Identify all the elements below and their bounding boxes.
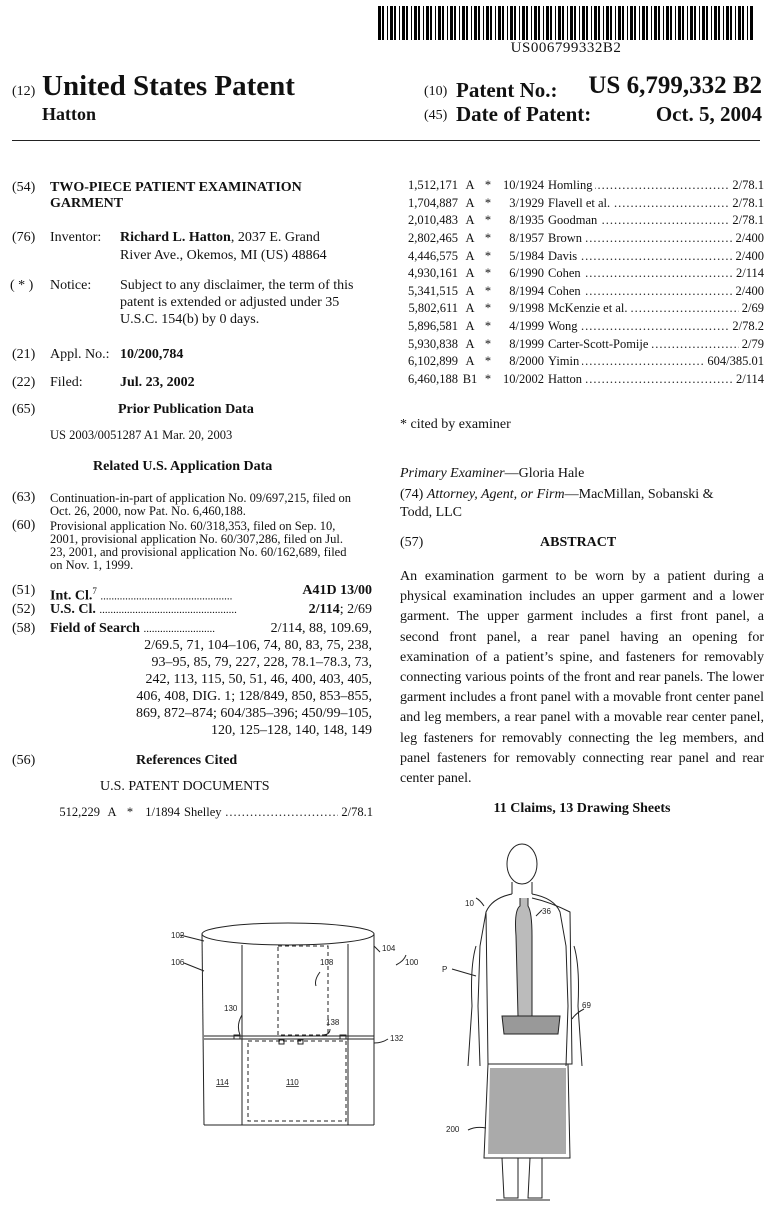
reference-kind: A <box>465 354 475 369</box>
us-cl-value: 2/114; 2/69 <box>308 602 372 617</box>
continuation-line-2: Oct. 26, 2000, now Pat. No. 6,460,188. <box>50 504 246 518</box>
reference-number: 5,896,581 <box>408 319 458 334</box>
reference-kind: A <box>465 301 475 316</box>
filed-date: Jul. 23, 2002 <box>120 375 195 390</box>
reference-name: Carter-Scott-Pomije <box>548 337 651 351</box>
attorney-line-1: (74) Attorney, Agent, or Firm—MacMillan, Sobanski & <box>400 487 714 502</box>
reference-kind: A <box>465 336 475 351</box>
label-P: P <box>442 965 448 974</box>
inventor-label: Inventor: <box>50 230 102 245</box>
cited-by-examiner-note: * cited by examiner <box>400 417 511 432</box>
title-line-2: GARMENT <box>50 196 124 211</box>
inventor-line-2: River Ave., Okemos, MI (US) 48864 <box>120 248 327 263</box>
reference-class: 2/400 <box>735 248 764 263</box>
reference-number: 6,460,188 <box>408 371 458 386</box>
reference-name: Yimin <box>548 354 582 368</box>
reference-cited-mark: * <box>484 266 492 281</box>
label-102: 102 <box>171 931 185 940</box>
code-54: (54) <box>12 180 36 195</box>
code-12: (12) <box>12 84 36 99</box>
reference-class: 2/78.2 <box>732 319 764 334</box>
field-of-search-line-7: 120, 125–128, 140, 148, 149 <box>211 723 372 738</box>
label-100: 100 <box>405 958 419 967</box>
us-cl-line: U.S. Cl. .................................................. <box>50 602 237 617</box>
reference-class: 2/114 <box>735 266 764 281</box>
notice-line-2: patent is extended or adjusted under 35 <box>120 295 340 310</box>
reference-name: Homling <box>548 178 595 192</box>
label-132: 132 <box>390 1034 404 1043</box>
reference-class: 2/69 <box>741 301 764 316</box>
reference-date: 8/1935 <box>509 213 544 228</box>
code-65: (65) <box>12 402 36 417</box>
notice-label: Notice: <box>50 278 92 293</box>
title-line-1: TWO-PIECE PATIENT EXAMINATION <box>50 180 302 195</box>
reference-number: 1,512,171 <box>408 178 458 193</box>
code-76: (76) <box>12 230 36 245</box>
reference-kind: A <box>465 283 475 298</box>
code-notice: ( * ) <box>10 278 34 293</box>
garment-top-rim <box>202 923 374 945</box>
reference-name: Cohen <box>548 266 584 280</box>
provisional-line-3: 23, 2001, and provisional application No. 60/162,689, filed <box>50 545 347 559</box>
field-of-search-line-6: 869, 872–874; 604/385–396; 450/99–105, <box>135 706 372 721</box>
reference-cited-mark: * <box>484 319 492 334</box>
reference-row <box>398 177 764 195</box>
code-57: (57) <box>400 535 424 550</box>
reference-number: 6,102,899 <box>408 354 458 369</box>
reference-cited-mark: * <box>484 248 492 263</box>
reference-name: Cohen <box>548 284 584 298</box>
reference-cited-mark: * <box>484 213 492 228</box>
reference-class: 2/114 <box>735 371 764 386</box>
code-22: (22) <box>12 375 36 390</box>
code-58: (58) <box>12 621 36 636</box>
reference-number: 5,930,838 <box>408 336 458 351</box>
reference-kind: B1 <box>462 371 478 386</box>
primary-examiner: Primary Examiner—Gloria Hale <box>400 466 585 481</box>
reference-kind: A <box>465 248 475 263</box>
reference-row <box>398 335 764 353</box>
reference-row <box>398 371 764 389</box>
reference-cited-mark: * <box>484 301 492 316</box>
reference-row <box>398 318 764 336</box>
us-patent-documents-heading: U.S. PATENT DOCUMENTS <box>100 779 270 794</box>
reference-name: McKenzie et al. <box>548 301 630 315</box>
reference-row-first: 512,229 A * 1/1894 Shelley ..... 2/78.1 <box>48 805 373 819</box>
label-110: 110 <box>286 1078 299 1087</box>
reference-cited-mark: * <box>484 178 492 193</box>
provisional-line-2: 2001, provisional application No. 60/307,286, filed on Jul. <box>50 532 344 546</box>
reference-date: 8/1957 <box>509 231 544 246</box>
related-application-heading: Related U.S. Application Data <box>93 459 273 474</box>
reference-row <box>398 247 764 265</box>
field-of-search-line-3: 93–95, 85, 79, 227, 228, 78.1–78.3, 73, <box>151 655 372 670</box>
patent-number-label: Patent No.: <box>456 78 558 102</box>
reference-class: 2/78.1 <box>732 178 764 193</box>
reference-class: 2/400 <box>735 231 764 246</box>
attorney-line-2: Todd, LLC <box>400 505 463 520</box>
reference-number: 5,802,611 <box>408 301 458 316</box>
reference-date: 6/1990 <box>509 266 544 281</box>
label-10: 10 <box>465 899 474 908</box>
provisional-line-1: Provisional application No. 60/318,353, filed on Sep. 10, <box>50 519 336 533</box>
field-of-search-line-4: 242, 113, 115, 50, 51, 46, 400, 403, 405, <box>145 672 372 687</box>
header-rule <box>12 140 760 141</box>
continuation-line-1: Continuation-in-part of application No. 09/697,215, filed on <box>50 491 351 505</box>
reference-row <box>398 212 764 230</box>
reference-cited-mark: * <box>484 371 492 386</box>
head-outline <box>507 844 537 884</box>
provisional-line-4: on Nov. 1, 1999. <box>50 558 134 572</box>
reference-date: 8/1999 <box>509 336 544 351</box>
document-type: United States Patent <box>42 70 295 102</box>
date-of-patent-label: Date of Patent: <box>456 102 592 126</box>
reference-class: 2/78.1 <box>732 213 764 228</box>
filed-label: Filed: <box>50 375 83 390</box>
reference-row <box>398 195 764 213</box>
reference-date: 8/1994 <box>509 283 544 298</box>
prior-publication: US 2003/0051287 A1 Mar. 20, 2003 <box>50 428 233 442</box>
barcode <box>378 6 754 40</box>
notice-line-3: U.S.C. 154(b) by 0 days. <box>120 312 260 327</box>
int-cl-value: A41D 13/00 <box>302 583 372 598</box>
code-51: (51) <box>12 583 36 598</box>
reference-number: 4,930,161 <box>408 266 458 281</box>
label-106: 106 <box>171 958 185 967</box>
reference-number: 1,704,887 <box>408 195 458 210</box>
notice-line-1: Subject to any disclaimer, the term of this <box>120 278 354 293</box>
abstract-heading: ABSTRACT <box>540 535 617 550</box>
reference-date: 5/1984 <box>509 248 544 263</box>
reference-kind: A <box>465 266 475 281</box>
label-104: 104 <box>382 944 396 953</box>
reference-kind: A <box>465 213 475 228</box>
code-52: (52) <box>12 602 36 617</box>
claims-line: 11 Claims, 13 Drawing Sheets <box>493 801 671 816</box>
reference-cited-mark: * <box>484 195 492 210</box>
reference-class: 2/400 <box>735 283 764 298</box>
reference-date: 4/1999 <box>509 319 544 334</box>
references-table <box>398 177 764 388</box>
label-200: 200 <box>446 1125 460 1134</box>
label-108: 108 <box>320 958 334 967</box>
label-69: 69 <box>582 1001 591 1010</box>
abstract-text: An examination garment to be worn by a patient during a physical examination includes an upper garment and a lower garment. The upper garment includes a first front panel, a second front panel, a rear panel having an opening for examination of a patient’s spine, and fasteners for removably connecting various points of the front and rear panels. The lower garment includes a front panel with a movable front center panel and leg members, a rear panel with a movable rear center panel, leg fasteners for removably connecting the leg members, and panel fasteners for removably connecting rear panel and rear center panel. <box>400 569 764 787</box>
reference-number: 2,802,465 <box>408 231 458 246</box>
reference-name: Hatton <box>548 372 585 386</box>
barcode-number: US006799332B2 <box>510 40 622 56</box>
reference-number: 2,010,483 <box>408 213 458 228</box>
patent-number: US 6,799,332 B2 <box>588 72 762 99</box>
date-of-patent: Oct. 5, 2004 <box>655 102 762 126</box>
label-36: 36 <box>542 907 551 916</box>
code-10: (10) <box>424 84 448 99</box>
label-130: 130 <box>224 1004 238 1013</box>
inventor-line-1: Richard L. Hatton, 2037 E. Grand <box>120 230 320 245</box>
field-of-search-line-5: 406, 408, DIG. 1; 128/849, 850, 853–855, <box>136 689 372 704</box>
reference-date: 8/2000 <box>509 354 544 369</box>
code-21: (21) <box>12 347 36 362</box>
label-138: 138 <box>326 1018 340 1027</box>
reference-row <box>398 283 764 301</box>
reference-name: Wong <box>548 319 581 333</box>
prior-publication-heading: Prior Publication Data <box>118 402 254 417</box>
code-56: (56) <box>12 753 36 768</box>
reference-class: 604/385.01 <box>707 354 764 369</box>
reference-name: Goodman <box>548 213 600 227</box>
reference-date: 9/1998 <box>509 301 544 316</box>
garment-drawing <box>160 915 420 1133</box>
code-60: (60) <box>12 518 36 533</box>
inventor-surname: Hatton <box>42 104 96 124</box>
reference-cited-mark: * <box>484 283 492 298</box>
reference-cited-mark: * <box>484 336 492 351</box>
references-cited-heading: References Cited <box>136 753 238 768</box>
reference-date: 10/2002 <box>503 371 544 386</box>
reference-kind: A <box>465 319 475 334</box>
reference-cited-mark: * <box>484 354 492 369</box>
code-45: (45) <box>424 108 448 123</box>
patient-figure-drawing <box>432 836 612 1218</box>
reference-class: 2/79 <box>741 336 764 351</box>
reference-kind: A <box>465 231 475 246</box>
reference-name: Brown <box>548 231 585 245</box>
reference-kind: A <box>465 178 475 193</box>
field-of-search-line-1: 2/114, 88, 109.69, <box>270 621 372 636</box>
label-114: 114 <box>216 1078 229 1087</box>
garment-left-edge <box>202 934 204 1125</box>
reference-name: Davis <box>548 249 580 263</box>
appl-no-label: Appl. No.: <box>50 347 110 362</box>
reference-date: 3/1929 <box>509 195 544 210</box>
reference-cited-mark: * <box>484 231 492 246</box>
int-cl-line: Int. Cl.$^7$ ................................................ <box>50 586 233 604</box>
reference-name: Flavell et al. <box>548 196 613 210</box>
reference-row <box>398 300 764 318</box>
field-of-search-line-2: 2/69.5, 71, 104–106, 74, 80, 83, 75, 238, <box>144 638 372 653</box>
reference-row <box>398 230 764 248</box>
appl-no: 10/200,784 <box>120 347 184 362</box>
code-63: (63) <box>12 490 36 505</box>
reference-date: 10/1924 <box>503 178 544 193</box>
reference-kind: A <box>465 195 475 210</box>
reference-number: 4,446,575 <box>408 248 458 263</box>
field-of-search-label: Field of Search .......................... <box>50 621 215 636</box>
reference-number: 5,341,515 <box>408 283 458 298</box>
reference-class: 2/78.1 <box>732 195 764 210</box>
reference-row <box>398 353 764 371</box>
reference-row <box>398 265 764 283</box>
